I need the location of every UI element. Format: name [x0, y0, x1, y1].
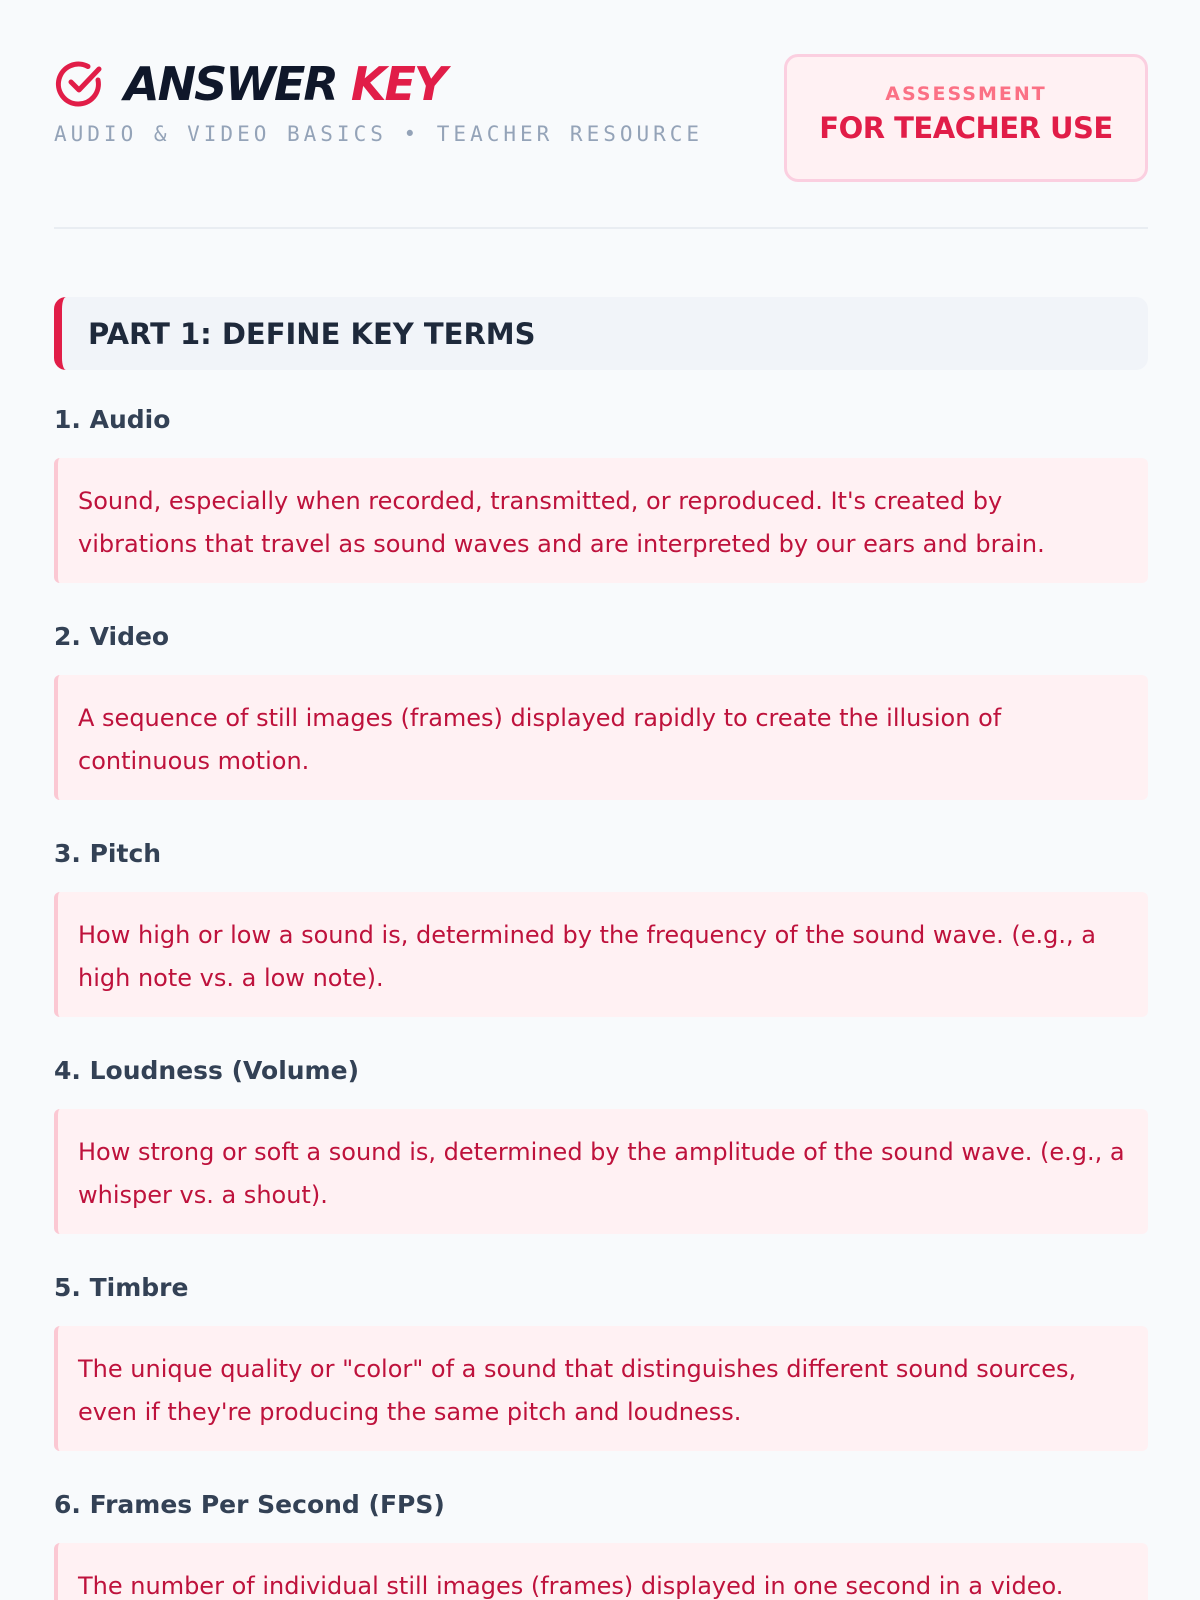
check-circle-icon — [54, 58, 106, 110]
term-answer: The number of individual still images (frames) displayed in one second in a video. — [54, 1543, 1148, 1600]
term-item — [54, 400, 1148, 583]
term-label: 6. Frames Per Second (FPS) — [54, 1490, 445, 1519]
term-label: 2. Video — [54, 622, 170, 651]
term-item — [54, 1485, 1148, 1600]
term-answer: How high or low a sound is, determined by the frequency of the sound wave. (e.g., a high note vs. a low note). — [54, 892, 1148, 1017]
term-answer: Sound, especially when recorded, transmitted, or reproduced. It's created by vibrations that travel as sound waves and are interpreted by our ears and brain. — [54, 458, 1148, 583]
term-item — [54, 617, 1148, 800]
term-item — [54, 1051, 1148, 1234]
header — [54, 54, 1148, 194]
term-answer: The unique quality or "color" of a sound that distinguishes different sound sources, even if they're producing the same pitch and loudness. — [54, 1326, 1148, 1451]
section-header — [54, 297, 1148, 370]
term-item — [54, 834, 1148, 1017]
page-subtitle: AUDIO & VIDEO BASICS • TEACHER RESOURCE — [54, 122, 704, 146]
page-title — [124, 54, 445, 114]
brand — [54, 54, 445, 114]
teacher-use-badge — [784, 54, 1148, 182]
title-accent: KEY — [350, 57, 446, 111]
section-title: PART 1: DEFINE KEY TERMS — [88, 316, 536, 351]
term-label: 4. Loudness (Volume) — [54, 1056, 359, 1085]
term-answer: How strong or soft a sound is, determined by the amplitude of the sound wave. (e.g., a whisper vs. a shout). — [54, 1109, 1148, 1234]
title-main: ANSWER — [124, 57, 337, 111]
term-label: 5. Timbre — [54, 1273, 189, 1302]
terms-list — [54, 400, 1148, 1600]
term-item — [54, 1268, 1148, 1451]
badge-eyebrow: ASSESSMENT — [885, 83, 1047, 105]
header-divider — [54, 227, 1148, 229]
badge-label: FOR TEACHER USE — [819, 111, 1113, 145]
term-label: 1. Audio — [54, 405, 171, 434]
term-answer: A sequence of still images (frames) displayed rapidly to create the illusion of continuous motion. — [54, 675, 1148, 800]
term-label: 3. Pitch — [54, 839, 162, 868]
